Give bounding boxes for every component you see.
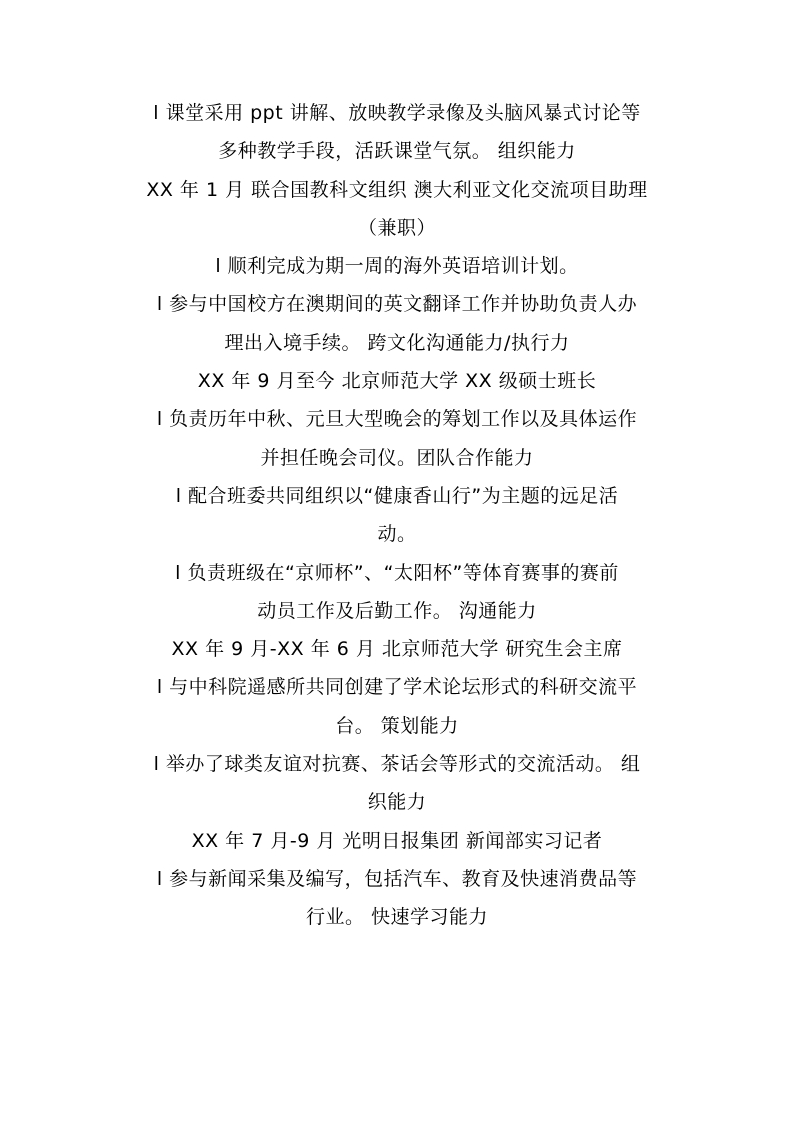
document-body: [110, 94, 684, 937]
text-line: l 顺利完成为期一周的海外英语培训计划。: [215, 255, 579, 278]
text-line: 动员工作及后勤工作。 沟通能力: [257, 599, 537, 622]
text-line: 织能力: [367, 791, 427, 814]
text-line: l 举办了球类友谊对抗赛、茶话会等形式的交流活动。 组: [153, 753, 641, 776]
text-line: XX 年 9 月至今 北京师范大学 XX 级硕士班长: [197, 370, 597, 393]
text-line: XX 年 7 月-9 月 光明日报集团 新闻部实习记者: [191, 829, 603, 852]
text-line: XX 年 9 月-XX 年 6 月 北京师范大学 研究生会主席: [171, 638, 623, 661]
text-line: l 负责历年中秋、元旦大型晚会的筹划工作以及具体运作: [156, 408, 638, 431]
text-line: XX 年 1 月 联合国教科文组织 澳大利亚文化交流项目助理: [146, 178, 648, 201]
text-line: 多种教学手段，活跃课堂气氛。 组织能力: [218, 140, 576, 163]
text-line: l 负责班级在“京师杯”、“太阳杯”等体育赛事的赛前: [175, 561, 619, 584]
text-line: 并担任晚会司仪。团队合作能力: [260, 446, 534, 469]
text-line: l 参与新闻采集及编写，包括汽车、教育及快速消费品等: [156, 867, 638, 890]
text-line: 行业。 快速学习能力: [305, 906, 489, 929]
text-line: l 课堂采用 ppt 讲解、放映教学录像及头脑风暴式讨论等: [153, 102, 641, 124]
text-line: l 参与中国校方在澳期间的英文翻译工作并协助负责人办: [156, 293, 638, 316]
text-line: 台。 策划能力: [335, 714, 459, 737]
text-line: l 配合班委共同组织以“健康香山行”为主题的远足活: [175, 484, 619, 507]
text-line: 理出入境手续。 跨文化沟通能力/执行力: [224, 331, 570, 354]
text-line: l 与中科院遥感所共同创建了学术论坛形式的科研交流平: [156, 676, 638, 699]
text-line: 动。: [377, 523, 417, 546]
text-line: （兼职）: [357, 216, 436, 239]
